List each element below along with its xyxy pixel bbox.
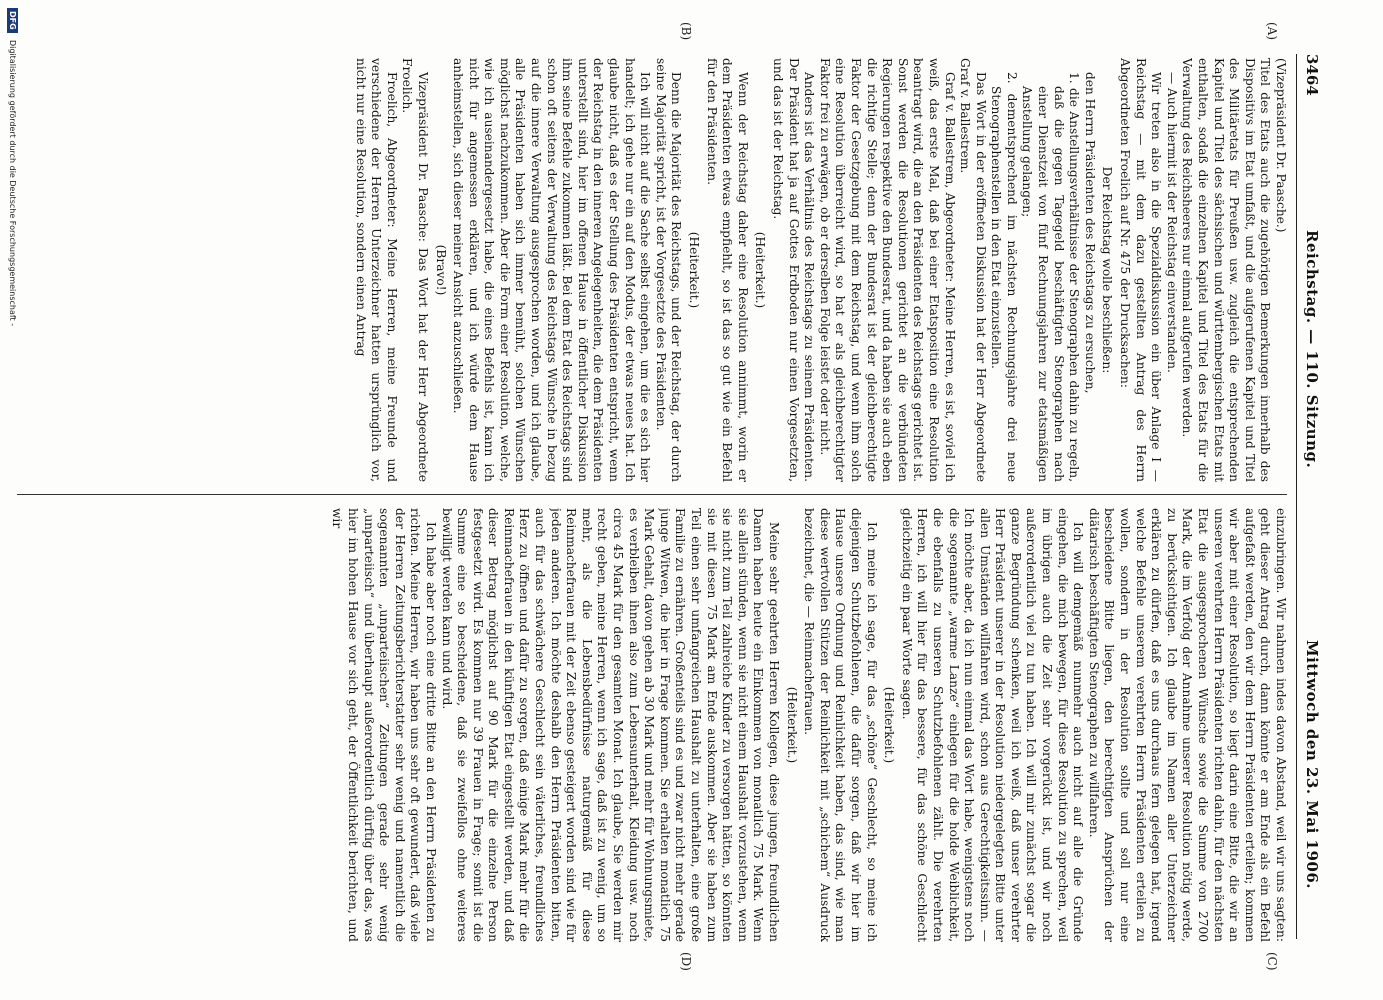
header-rule [1296, 54, 1297, 939]
dfg-logo-badge: DFG [7, 8, 18, 33]
paragraph: (Vizepräsident Dr. Paasche.) [1274, 58, 1288, 233]
text-column-left [13, 58, 1288, 482]
running-head-left: Reichstag. — 110. Sitzung. [1303, 230, 1321, 469]
interjection: (Heiterkeit.) [882, 686, 897, 764]
column-divider [17, 494, 1287, 495]
interjection: (Heiterkeit.) [687, 231, 702, 309]
running-head-right: Mittwoch den 23. Mai 1906. [1303, 640, 1321, 890]
interjection: (Heiterkeit.) [784, 686, 799, 764]
margin-marker-b: (B) [679, 22, 693, 41]
paragraph: Titel des Etats auch die zugehörigen Bemerkungen innerhalb des Dispositivs im Etat umfaßt, und die aufgerufenen Kapitel und Titel des Militäretats für Preußen usw. zugleich die entsprechenden Kapitel und Titel des sächsischen und württembergischen Etats mit enthalten, sodaß die einzelnen Kapitel und Titel des Etats für die Verwaltung des Reichsheeres nur einmal aufgerufen werden. [1180, 58, 1273, 482]
paragraph: Ich habe aber noch eine dritte Bitte an den Herrn Präsidenten zu richten. Meine Herren, wir haben uns sehr oft gewundert, daß viele der Herren Zeitungsberichterstatter sehr wenig und namentlich die sogenannten „unparteiischen“ Zeitungen gerade sehr wenig „unparteiisch“ und überhaupt außerordentlich dürftig über das, was hier im hohen Hause vor sich geht, der Öffentlichkeit berichten, und wir [330, 508, 438, 942]
interjection: (Bravo!) [433, 244, 448, 296]
paragraph: Graf v. Ballestrem, Abgeordneter: Meine Herren, es ist, soviel ich weiß, das erste Mal, daß bei einer Etatsposition eine Resolution beantragt wird, die an den Präsidenten des Reichstags gerichtet ist. Sonst werden die Resolutionen gerichtet an die verbündeten Regierungen respektive den Bundesrat, und da haben sie auch eben die richtige Stelle; denn der Bundesrat ist der gleichberechtigte Faktor der Gesetzgebung mit dem Reichstag, und wenn ihm solch eine Resolution überreicht wird, so hat er als gleichberechtigter Faktor frei zu erwägen, ob er derselben Folge leistet oder nicht. [817, 58, 957, 482]
paragraph: Meine sehr geehrten Herren Kollegen, diese jungen, freundlichen Damen haben heute ein Einkommen von monatlich 75 Mark. Wenn sie allein stünden, wenn sie nicht einem Haushalt vorzustehen, wenn sie nicht zum Teil zahlreiche Kinder zu versorgen hätten, so könnten sie mit diesen 75 Mark am Ende auskommen. Aber sie haben zum Teil einen sehr umfangreichen Haushalt zu unterhalten, eine große Familie zu ernähren. Großenteils sind es und zwar nicht mehr gerade junge Witwen, die hier in Frage kommen. Sie erhalten monatlich 75 Mark Gehalt, davon gehen ab 30 Mark und mehr für Wohnungsmiete, es verbleiben ihnen also zum Lebensunterhalt, Kleidung usw. noch circa 45 Mark für den gesamten Monat. Ich glaube, Sie werden mir recht geben, meine Herren, wenn ich sage, daß ist zu wenig, um so mehr, als die Lebensbedürfnisse naturgemäß für diese Reinmachefrauen mit der Zeit ebenso gesteigert worden sind wie für jeden anderen. Ich möchte deshalb den Herrn Präsidenten bitten, auch für das schwächere Geschlecht sein väterliches, freundliches Herz zu öffnen und dafür zu sorgen, daß einige Mark mehr für die Reinmachefrauen in den künftigen Etat eingestellt werden, und daß dieser Betrag möglichst auf 90 Mark für die einzelne Person festgesetzt wird. Es kommen nur 39 Frauen in Frage; somit ist die Summe eine so bescheidene, daß sie zweifellos ohne weiteres bewilligt werden kann und wird. [439, 508, 781, 942]
paragraph: 2. dementsprechend im nächsten Rechnungsjahre drei neue Stenographenstellen in den Etat einzustellen. [989, 72, 1019, 482]
paragraph: Ich will nicht auf die Sache selbst eingehen, um die es sich hier handelt; ich gehe nur ein auf den Modus, der etwas neues hat. Ich glaube nicht, daß es der Stellung des Präsidenten entspricht, wenn der Reichstag in den inneren Angelegenheiten, die dem Präsidenten unterstellt sind, hier im offenen Hause in öffentlicher Diskussion ihm seine Befehle zukommen läßt. Bei dem Etat des Reichstags sind schon oft seitens der Verwaltung des Reichstags Wünsche in bezug auf die innere Verwaltung ausgesprochen worden, und ich glaube, alle Präsidenten haben sich immer bemüht, solchen Wünschen möglichst nachzukommen. Aber die Form einer Resolution, welche, wie ich auseinandergesetzt habe, die eines Befehls ist, kann ich nicht für angemessen erklären, und ich würde dem Hause anheimstellen, sich dieser meiner Ansicht anzuschließen. [451, 58, 653, 482]
paragraph: — Auch hiermit ist der Reichstag einverstanden. [1164, 72, 1179, 373]
text-column-right [13, 508, 1288, 942]
paragraph: Anders ist das Verhältnis des Reichstags zu seinem Präsidenten. Der Präsident hat ja auf Gottes Erdboden nur einen Vorgesetzten, und das ist der Reichstag. [771, 58, 817, 482]
paragraph: Ich will demgemäß nunmehr auch nicht auf alle die Gründe eingehen, die mich bewegen, für diese Resolution zu sprechen, weil im übrigen auch die Zeit sehr vorgerückt ist, und wir noch außerordentlich viel zu tun haben. Ich will mir zunächst sogar die ganze Begründung schenken, weil ich weiß, daß unser verehrter Herr Präsident unserer in der Resolution niedergelegten Bitte unter allen Umständen willfahren wird, schon aus Gerechtigkeitssinn. — Ich möchte aber, da ich nun einmal das Wort habe, wenigstens noch die sogenannte „warme Lanze“ einlegen für die holde Weiblichkeit, die ebenfalls zu unseren Schutzbefohlenen zählt. Die verehrten Herren, ich will hier für das bessere, für das schöne Geschlecht gleichzeitig ein paar Worte sagen. [899, 508, 1086, 942]
paragraph: Wenn der Reichstag daher eine Resolution annimmt, worin er dem Präsidenten etwas empfiehlt, so ist das so gut wie ein Befehl für den Präsidenten. [704, 58, 750, 482]
margin-marker-a: (A) [1265, 22, 1279, 41]
paragraph: den Herrn Präsidenten des Reichstags zu ersuchen, [1082, 72, 1097, 394]
margin-marker-c: (C) [1265, 952, 1279, 971]
digitization-credit: Digitalisierung gefördert durch die Deutsche Forschungsgemeinschaft - [8, 40, 17, 327]
paragraph: Wir treten also in die Spezialdiskussion ein über Anlage I — Reichstag — mit dem dazu gestellten Antrag des Herrn Abgeordneten Froelich auf Nr. 475 der Drucksachen: [1118, 58, 1164, 482]
paragraph: 1. die Anstellungsverhältnisse der Stenographen dahin zu regeln, daß die gegen Tagegeld beschäftigten Stenographen nach einer Dienstzeit von fünf Rechnungsjahren zur etatsmäßigen Anstellung gelangen; [1020, 72, 1082, 482]
paragraph: Vizepräsident Dr. Paasche: Das Wort hat der Herr Abgeordnete Froelich. [400, 58, 430, 482]
paragraph: Denn die Majorität des Reichstags, und der Reichstag, der durch seine Majorität spricht, ist der Vorgesetzte des Präsidenten. [653, 58, 684, 482]
interjection: Der Reichstag wolle beschließen: [1100, 166, 1115, 374]
paragraph: Das Wort in der eröffneten Diskussion hat der Herr Abgeordnete Graf v. Ballestrem. [958, 58, 988, 482]
paragraph: Froelich, Abgeordneter: Meine Herren, meine Freunde und verschiedene der Herren Unterzeichner hatten ursprünglich vor, nicht nur eine Resolution, sondern einen Antrag [353, 58, 399, 482]
margin-marker-d: (D) [679, 952, 693, 971]
page-number: 3464 [1303, 54, 1321, 96]
paragraph: einzubringen. Wir nahmen indes davon Abstand, weil wir uns sagten: geht dieser Antrag durch, dann könnte er am Ende als ein Befehl aufgefaßt werden, den wir dem Herrn Präsidenten erteilen; kommen wir aber mit einer Resolution, so liegt darin eine Bitte, die wir an unseren verehrten Herrn Präsidenten richten dahin, für den nächsten Etat die ausgesprochenen Wünsche sowie die Summe von 2700 Mark, die im Verfolg der Annahme unserer Resolution nötig werde, zu berücksichtigen. Ich glaube im Namen aller Unterzeichner erklären zu dürfen, daß es uns durchaus fern gelegen hat, irgend welche Befehle unserem verehrten Herrn Präsidenten erteilen zu wollen, sondern in der Resolution sollte und soll nur eine bescheidene Bitte liegen, den berechtigten Ansprüchen der diätarisch beschäftigten Stenographen zu willfahren. [1086, 508, 1288, 942]
paragraph: Ich meine ich sage, für das „schöne“ Geschlecht, so meine ich diejenigen Schutzbefohlenen, die dafür sorgen, daß wir hier im Hause unsere Ordnung und Reinlichkeit haben, das sind, wie man diese wertvollen Stützen der Reinlichkeit mit „schichem“ Ausdruck bezeichnet, die — Reinmachefrauen. [802, 508, 879, 942]
interjection: (Heiterkeit.) [753, 231, 768, 309]
